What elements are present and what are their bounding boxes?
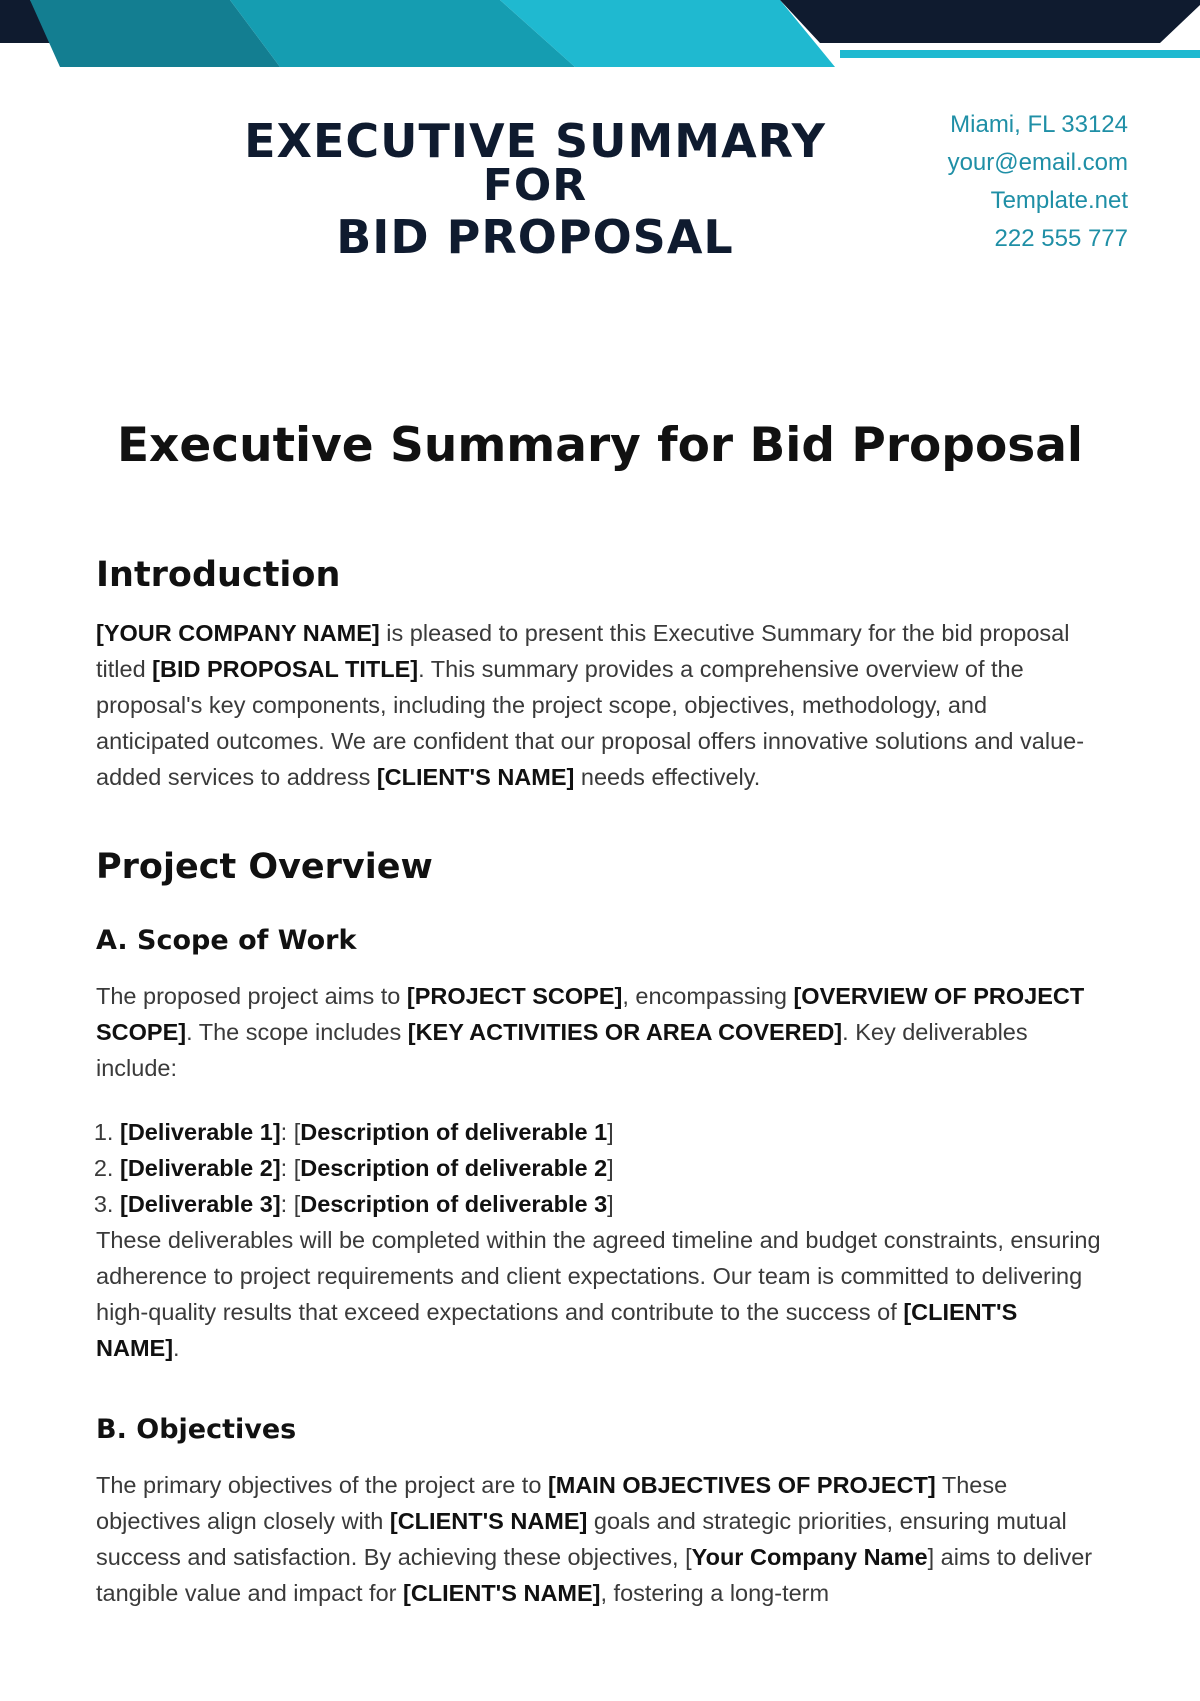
placeholder-project-scope: [PROJECT SCOPE]	[406, 983, 623, 1009]
header-title-line1: EXECUTIVE SUMMARY	[244, 114, 826, 168]
header-title-line3: BID PROPOSAL	[336, 210, 734, 264]
intro-text-3: needs effectively.	[574, 764, 761, 790]
deliverable-sep: : [	[280, 1191, 301, 1217]
deliverable-name: [Deliverable 2]	[120, 1155, 281, 1181]
deliverable-sep: : [	[280, 1155, 301, 1181]
placeholder-bid-title: [BID PROPOSAL TITLE]	[152, 656, 419, 682]
introduction-paragraph	[96, 615, 1106, 795]
list-item	[120, 1186, 1106, 1222]
introduction-heading: Introduction	[96, 555, 341, 595]
scope-paragraph	[96, 978, 1106, 1086]
deliverable-name: [Deliverable 3]	[120, 1191, 281, 1217]
scope-of-work-heading: A. Scope of Work	[96, 925, 357, 956]
deliverable-desc: Description of deliverable 2	[300, 1155, 608, 1181]
contact-block	[948, 106, 1128, 258]
deliverable-name: [Deliverable 1]	[120, 1119, 281, 1145]
obj-text-5: , fostering a long-term	[600, 1580, 830, 1606]
scope-text-1: The proposed project aims to	[96, 983, 407, 1009]
scope-text-2: , encompassing	[622, 983, 794, 1009]
deliverables-list	[96, 1114, 1106, 1222]
deliverables-summary-paragraph	[96, 1222, 1106, 1366]
contact-email[interactable]: your@email.com	[947, 149, 1128, 176]
deliverable-sep: : [	[280, 1119, 301, 1145]
deliverable-desc: Description of deliverable 1	[300, 1119, 608, 1145]
scope-text-4: . Key deliverables include:	[96, 1019, 1028, 1081]
deliverable-end: ]	[607, 1155, 614, 1181]
contact-phone: 222 555 777	[994, 225, 1128, 252]
scope-text-3: . The scope includes	[186, 1019, 408, 1045]
placeholder-client-name: [CLIENT'S NAME]	[376, 764, 575, 790]
header-banner	[0, 0, 1200, 70]
deliverable-end: ]	[607, 1119, 614, 1145]
placeholder-client-name: [CLIENT'S NAME]	[389, 1508, 588, 1534]
after-text-1: These deliverables will be completed within the agreed timeline and budget constraints, ensuring adherence to project requirements and client expectations. Our team is committed to delivering high-quality results that exceed expectations and contribute to the success of	[96, 1227, 1101, 1325]
obj-text-4: ] aims to deliver tangible value and impact for	[96, 1544, 1093, 1606]
after-text-2: .	[173, 1335, 180, 1361]
project-overview-heading: Project Overview	[96, 847, 433, 887]
document-title: Executive Summary for Bid Proposal	[116, 418, 1084, 473]
obj-text-3: goals and strategic priorities, ensuring mutual success and satisfaction. By achieving these objectives, [	[96, 1508, 1067, 1570]
placeholder-client-name: [CLIENT'S NAME]	[403, 1580, 601, 1606]
intro-text-1: is pleased to present this Executive Summary for the bid proposal titled	[96, 620, 1070, 682]
placeholder-client-name: [CLIENT'S NAME]	[96, 1299, 1018, 1361]
list-item	[120, 1114, 1106, 1150]
intro-text-2: . This summary provides a comprehensive overview of the proposal's key components, including the project scope, objectives, methodology, and anticipated outcomes. We are confident that our proposal offers innovative solutions and value-added services to address	[96, 656, 1085, 790]
list-item	[120, 1150, 1106, 1186]
banner-cyan-line	[840, 50, 1200, 58]
obj-text-2: These objectives align closely with	[96, 1472, 1008, 1534]
contact-address: Miami, FL 33124	[950, 111, 1128, 138]
objectives-heading: B. Objectives	[96, 1414, 297, 1445]
contact-website[interactable]: Template.net	[990, 187, 1128, 214]
placeholder-your-company-name: Your Company Name	[691, 1544, 928, 1570]
placeholder-key-activities: [KEY ACTIVITIES OR AREA COVERED]	[407, 1019, 843, 1045]
objectives-paragraph	[96, 1467, 1106, 1611]
header-title-line2: FOR	[482, 160, 588, 211]
placeholder-company-name: [YOUR COMPANY NAME]	[96, 620, 380, 646]
deliverable-end: ]	[607, 1191, 614, 1217]
header-title	[225, 114, 845, 266]
document-body	[96, 555, 1106, 1611]
obj-text-1: The primary objectives of the project are to	[96, 1472, 548, 1498]
placeholder-main-objectives: [MAIN OBJECTIVES OF PROJECT]	[547, 1472, 936, 1498]
deliverable-desc: Description of deliverable 3	[300, 1191, 608, 1217]
placeholder-overview-scope: [OVERVIEW OF PROJECT SCOPE]	[96, 983, 1085, 1045]
banner-navy-right	[780, 0, 1200, 43]
